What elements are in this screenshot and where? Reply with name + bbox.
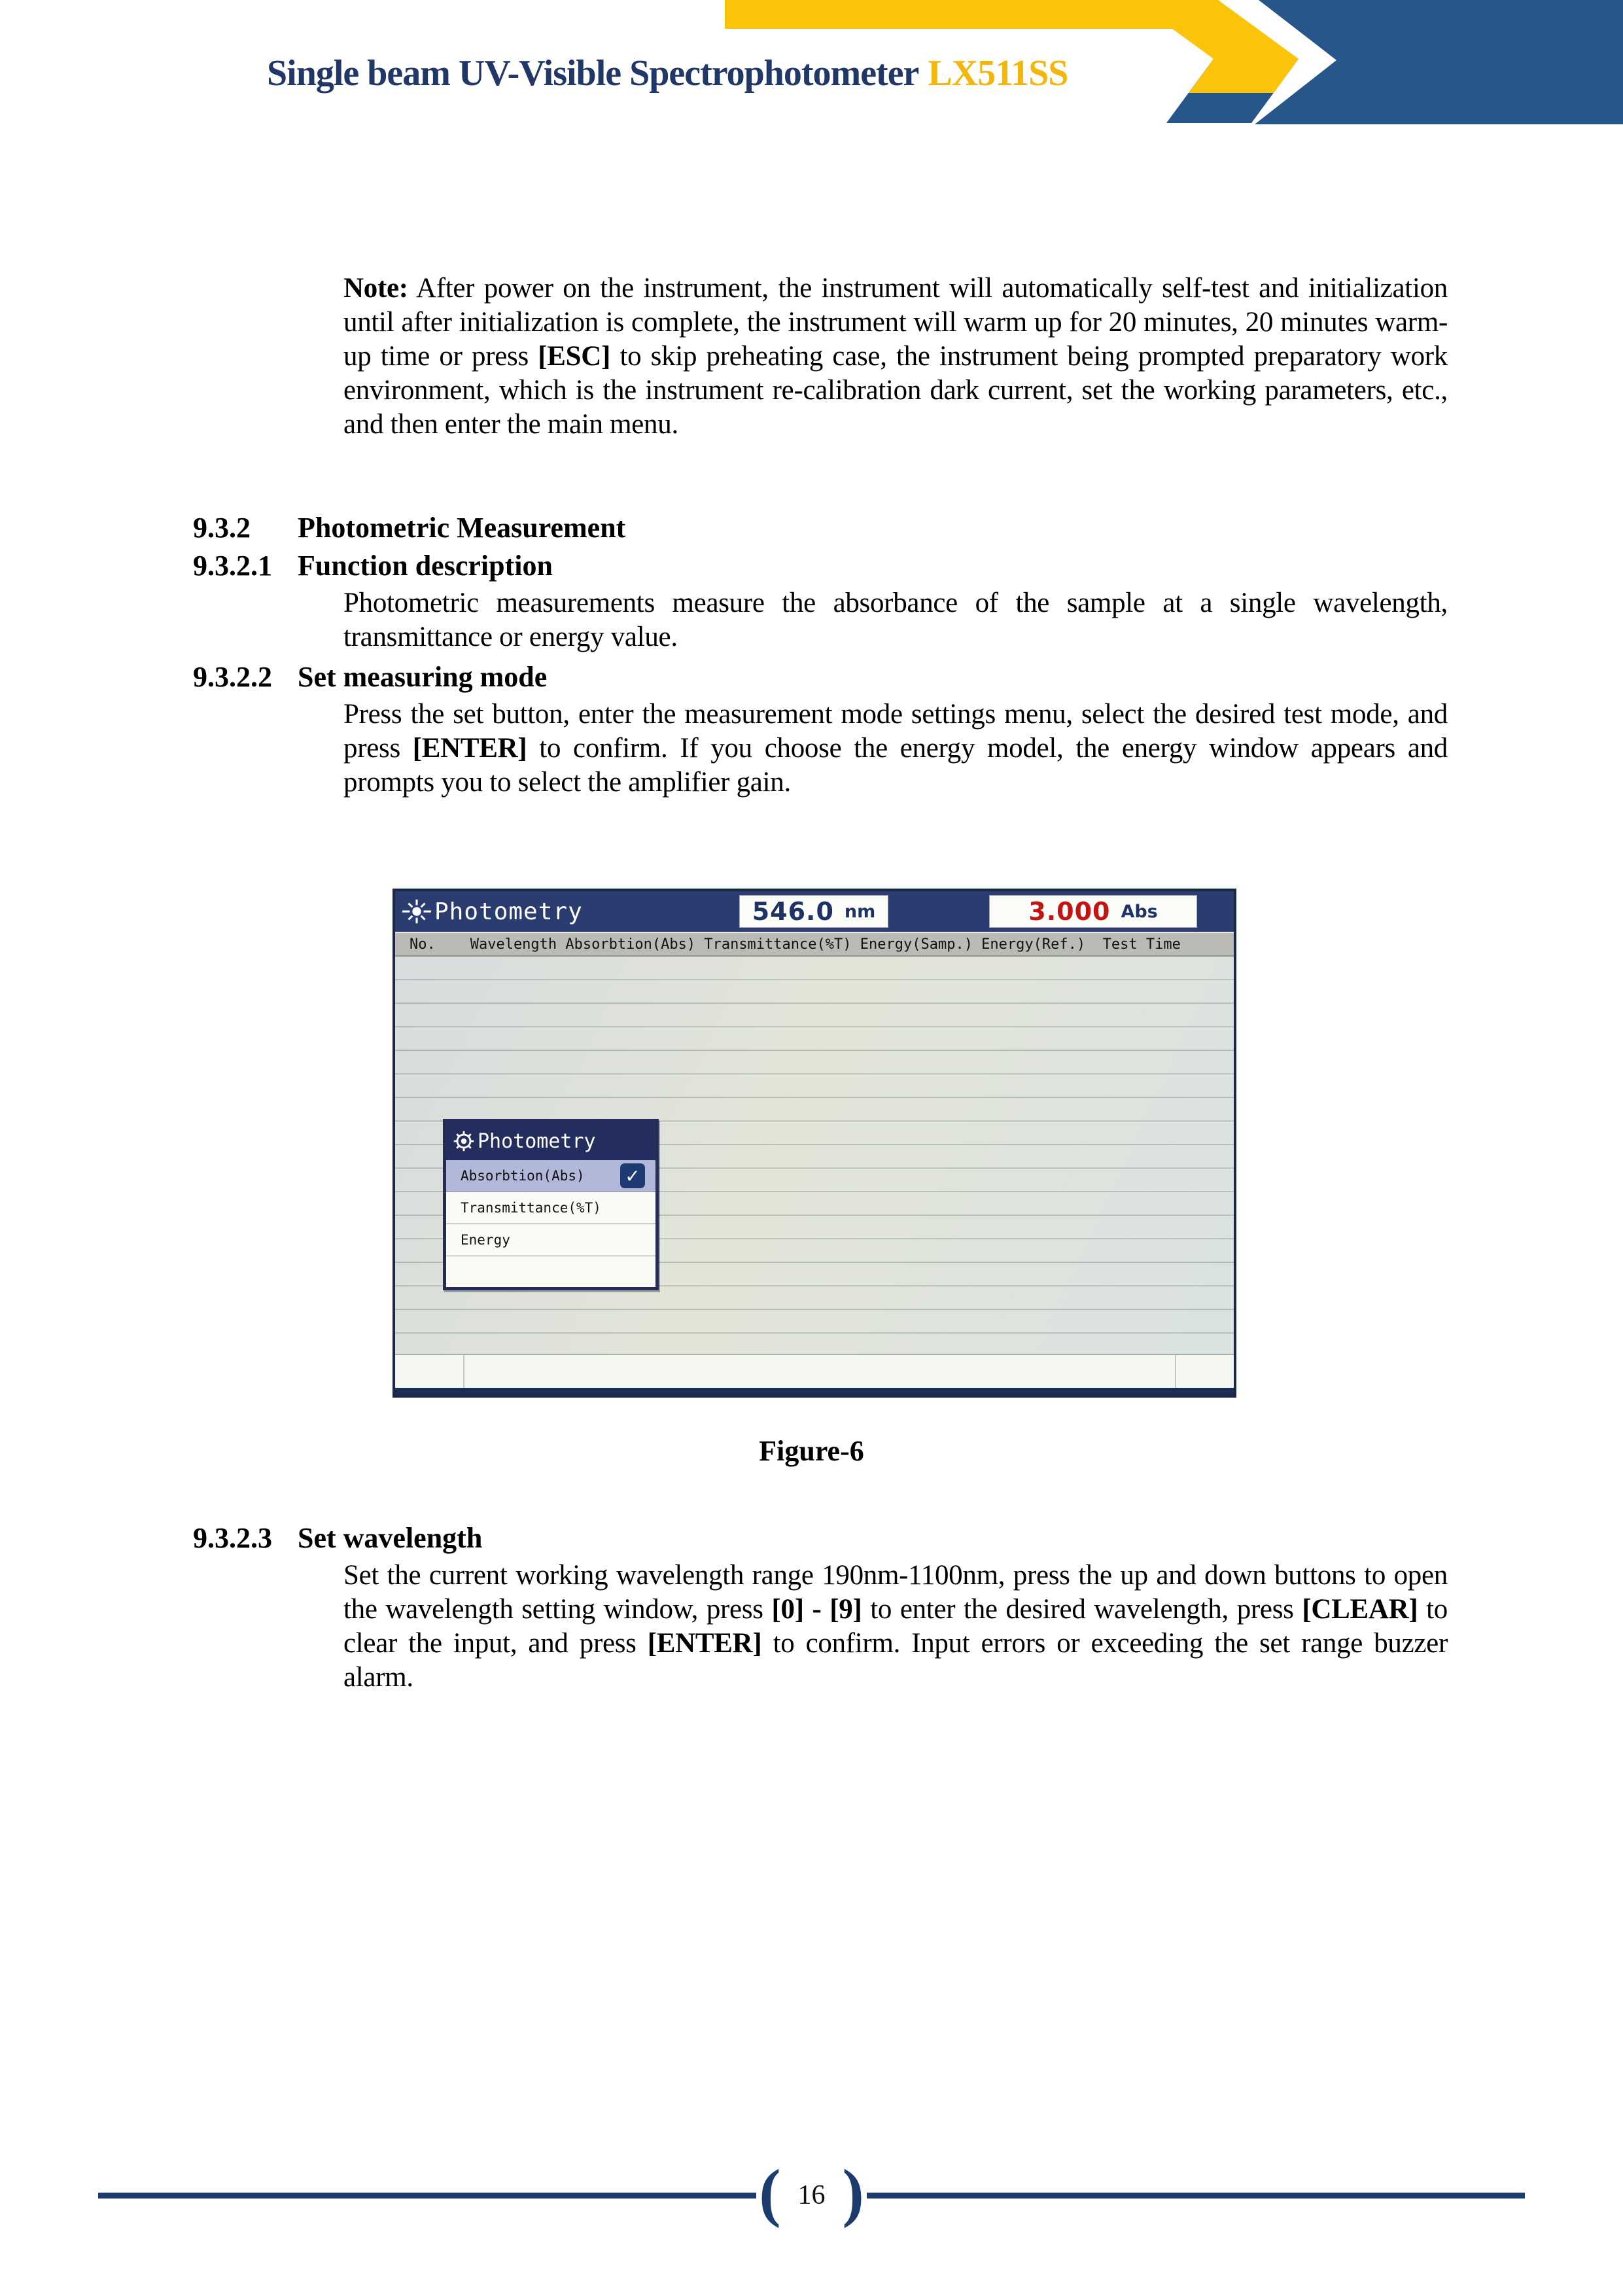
results-table-body — [395, 957, 1234, 1354]
section-heading-set-wavelength — [193, 1522, 482, 1555]
screen-title: Photometry — [434, 898, 583, 925]
popup-item-label: Absorbtion(Abs) — [461, 1168, 585, 1184]
section-heading-set-measuring-mode — [193, 661, 547, 694]
popup-empty-area — [446, 1256, 655, 1287]
wavelength-value: 546.0 — [752, 897, 834, 926]
function-description-paragraph: Photometric measurements measure the absorbance of the sample at a single wavelength, transmittance or energy value. — [343, 588, 1448, 652]
page-title-text: Single beam UV-Visible Spectrophotometer — [267, 53, 919, 94]
note-paragraph: Note: After power on the instrument, the instrument will automatically self-test and initialization until after initialization is complete, the instrument will warm up for 20 minutes, 20 minutes warm- up time or press [ESC] to skip preheating case, the instrument being prompted preparatory work environment, which is the instrument re-calibration dark current, set the working parameters, etc., and then enter the main menu. — [343, 273, 1448, 440]
page-footer — [98, 2156, 1525, 2231]
section-number: 9.3.2.2 — [193, 661, 272, 693]
checked-checkbox-icon[interactable]: ✓ — [620, 1163, 645, 1188]
popup-title: Photometry — [478, 1129, 596, 1153]
status-divider-left — [463, 1355, 464, 1388]
section-title: Photometric Measurement — [298, 512, 626, 544]
instrument-screen-figure — [393, 889, 1236, 1398]
section-title: Set wavelength — [298, 1522, 483, 1554]
sun-icon — [402, 896, 432, 927]
popup-item-transmittance[interactable] — [446, 1192, 655, 1224]
screen-titlebar — [395, 891, 1234, 932]
absorbance-display — [989, 895, 1197, 928]
popup-item-label: Energy — [461, 1232, 510, 1248]
status-divider-right — [1175, 1355, 1176, 1388]
section-heading-function-description — [193, 550, 553, 582]
page-title-model: LX511SS — [928, 53, 1068, 94]
page-title — [267, 52, 1068, 94]
footer-bracket-right: ) — [842, 2156, 864, 2229]
results-table-header-text: No. Wavelength Absorbtion(Abs) Transmittance(%T) Energy(Samp.) Energy(Ref.) Test Time — [410, 936, 1181, 953]
popup-titlebar — [446, 1122, 655, 1160]
wavelength-display — [739, 895, 888, 928]
navy-block — [1255, 0, 1623, 124]
absorbance-unit: Abs — [1121, 901, 1158, 922]
page-number: 16 — [797, 2180, 826, 2210]
set-measuring-mode-paragraph: Press the set button, enter the measurement mode settings menu, select the desired test mode, and press [ENTER] to confirm. If you choose the energy model, the energy window appears and prompts you to select the amplifier gain. — [343, 699, 1448, 798]
section-heading-photometric-measurement — [193, 512, 625, 544]
section-number: 9.3.2.3 — [193, 1522, 272, 1554]
screen-status-bar — [395, 1354, 1234, 1388]
footer-bracket-left: ( — [759, 2156, 781, 2229]
screen-bottom-edge — [395, 1388, 1234, 1395]
section-number: 9.3.2.1 — [193, 550, 272, 582]
section-title: Function description — [298, 550, 553, 582]
measure-mode-popup — [443, 1119, 659, 1290]
set-wavelength-paragraph: Set the current working wavelength range 190nm-1100nm, press the up and down buttons to open the wavelength setting window, press [0] - [9] to enter the desired wavelength, press [CLEAR] to clear the input, and press [ENTER] to confirm. Input errors or exceeding the set range buzzer alarm. — [343, 1560, 1448, 1693]
wavelength-unit: nm — [844, 901, 876, 922]
footer-rule-right — [867, 2193, 1525, 2199]
absorbance-value: 3.000 — [1028, 897, 1111, 926]
popup-item-label: Transmittance(%T) — [461, 1200, 601, 1216]
section-number: 9.3.2 — [193, 512, 251, 544]
footer-rule-left — [98, 2193, 756, 2199]
results-table-header — [395, 932, 1234, 957]
figure-caption: Figure-6 — [759, 1435, 864, 1467]
popup-item-energy[interactable] — [446, 1224, 655, 1256]
popup-item-absorbtion[interactable] — [446, 1160, 655, 1192]
gear-icon — [451, 1129, 476, 1154]
section-title: Set measuring mode — [298, 661, 548, 693]
